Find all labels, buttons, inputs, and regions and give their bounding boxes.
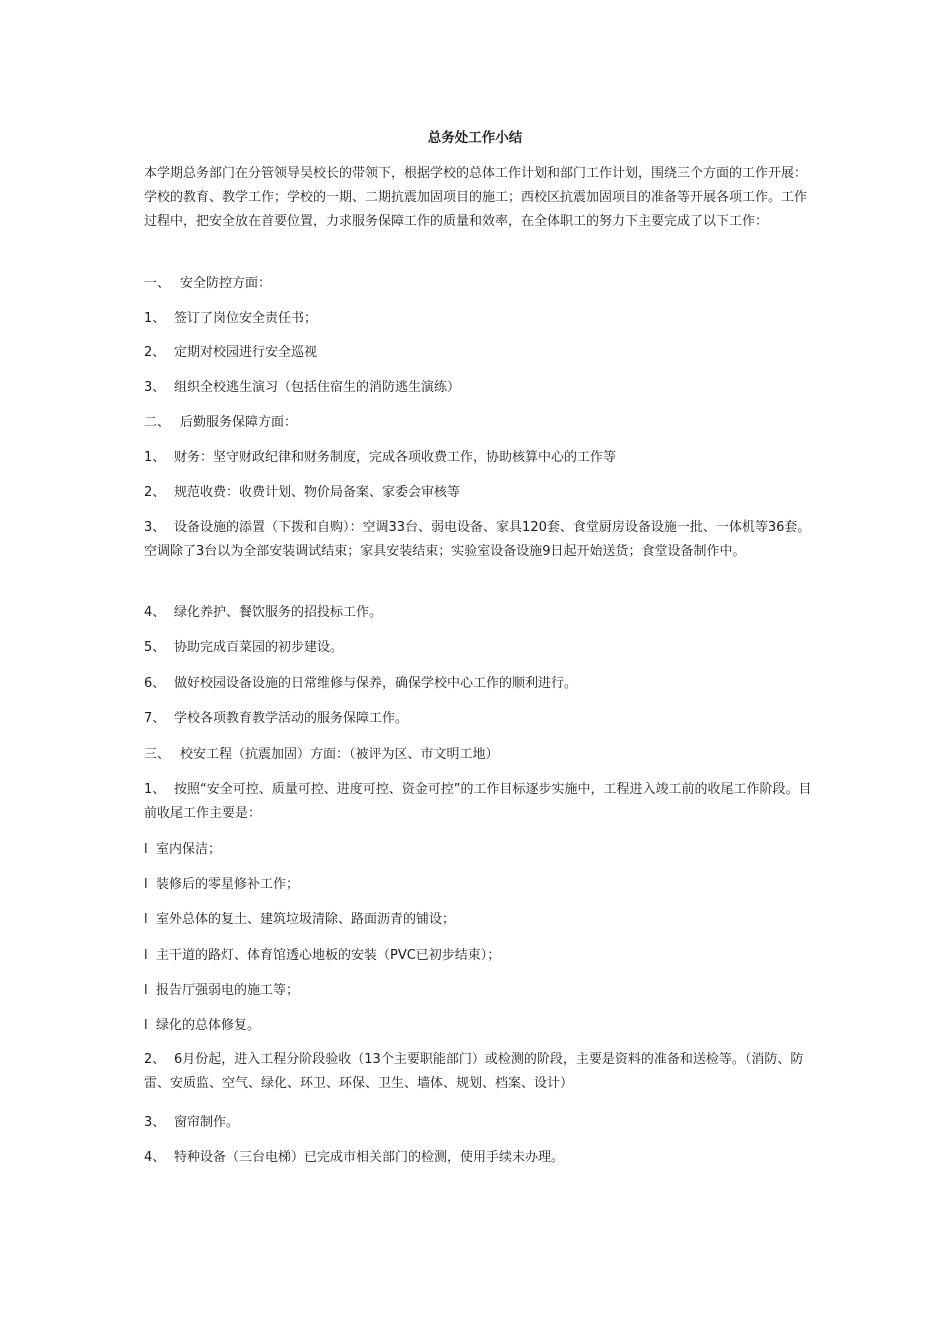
list-item: 2、 规范收费：收费计划、物价局备案、家委会审核等 bbox=[144, 485, 461, 500]
list-item: 1、 按照“安全可控、质量可控、进度可控、资金可控”的工作目标逐步实施中，工程进入竣工前的收尾工作阶段。目前收尾工作主要是： bbox=[144, 782, 812, 821]
list-item: 6、 做好校园设备设施的日常维修与保养，确保学校中心工作的顺利进行。 bbox=[144, 676, 578, 691]
list-item: 3、 设备设施的添置（下拨和自购）：空调33台、弱电设备、家具120套、食堂厨房设备设施一批、一体机等36套。空调除了3台以为全部安装调试结束；家具安装结束；实验室设备设施9日起开始送货；食堂设备制作中。 bbox=[144, 520, 811, 559]
section-3-heading: 三、 校安工程（抗震加固）方面：（被评为区、市文明工地） bbox=[144, 747, 499, 762]
list-item: 4、 绿化养护、餐饮服务的招投标工作。 bbox=[144, 605, 383, 620]
bullet-item: l 主干道的路灯、体育馆透心地板的安装（PVC已初步结束）； bbox=[144, 948, 501, 963]
bullet-item: l 绿化的总体修复。 bbox=[144, 1018, 261, 1033]
bullet-item: l 室内保洁； bbox=[144, 842, 222, 857]
intro-paragraph: 本学期总务部门在分管领导吴校长的带领下，根据学校的总体工作计划和部门工作计划，围绕三个方面的工作开展：学校的教育、教学工作；学校的一期、二期抗震加固项目的施工；西校区抗震加固项目的准备等开展各项工作。工作过程中，把安全放在首要位置，力求服务保障工作的质量和效率，在全体职工的努力下主要完成了以下工作： bbox=[144, 166, 808, 229]
bullet-item: l 报告厅强弱电的施工等； bbox=[144, 983, 300, 998]
bullet-item: l 室外总体的复土、建筑垃圾清除、路面沥青的铺设； bbox=[144, 912, 456, 927]
list-item: 2、 定期对校园进行安全巡视 bbox=[144, 345, 318, 360]
list-item: 7、 学校各项教育教学活动的服务保障工作。 bbox=[144, 711, 409, 726]
list-item: 1、 财务：坚守财政纪律和财务制度，完成各项收费工作，协助核算中心的工作等 bbox=[144, 450, 617, 465]
section-1-heading: 一、 安全防控方面： bbox=[144, 276, 272, 291]
section-2-heading: 二、 后勤服务保障方面： bbox=[144, 415, 298, 430]
list-item: 3、 窗帘制作。 bbox=[144, 1115, 240, 1130]
document-title: 总务处工作小结 bbox=[427, 130, 523, 146]
list-item: 3、 组织全校逃生演习（包括住宿生的消防逃生演练） bbox=[144, 380, 461, 395]
list-item: 4、 特种设备（三台电梯）已完成市相关部门的检测，使用手续未办理。 bbox=[144, 1150, 565, 1165]
list-item: 2、 6月份起，进入工程分阶段验收（13个主要职能部门）或检测的阶段，主要是资料的准备和送检等。（消防、防雷、安质监、空气、绿化、环卫、环保、卫生、墙体、规划、档案、设计） bbox=[144, 1052, 804, 1091]
bullet-item: l 装修后的零星修补工作； bbox=[144, 877, 300, 892]
list-item: 5、 协助完成百菜园的初步建设。 bbox=[144, 640, 344, 655]
list-item: 1、 签订了岗位安全责任书； bbox=[144, 311, 318, 326]
